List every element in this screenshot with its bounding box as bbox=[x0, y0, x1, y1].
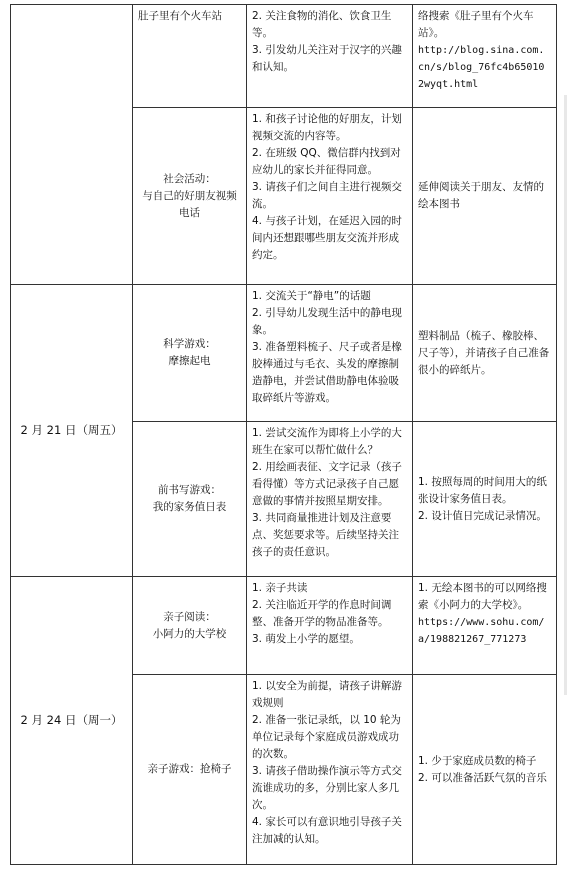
activity-type: 前书写游戏： bbox=[158, 484, 221, 496]
step-item: 2. 用绘画表征、文字记录（孩子看得懂）等方式记录孩子自己愿意做的事情并按照星期安排。 bbox=[252, 461, 402, 507]
resource-link[interactable]: http://blog.sina.com. bbox=[418, 45, 545, 56]
activity-name: 肚子里有个火车站 bbox=[138, 10, 222, 22]
step-item: 1. 以安全为前提，请孩子讲解游戏规则 bbox=[252, 680, 402, 709]
resources-cell bbox=[413, 577, 557, 675]
activity-cell bbox=[133, 5, 247, 108]
resources-cell bbox=[413, 108, 557, 285]
activity-cell bbox=[133, 285, 247, 422]
steps-cell bbox=[247, 108, 413, 285]
step-item: 3. 请孩子借助操作演示等方式交流谁成功的多，分别比家人多几次。 bbox=[252, 765, 402, 811]
activity-type: 科学游戏： bbox=[163, 338, 216, 350]
table-row bbox=[11, 5, 557, 108]
steps-cell bbox=[247, 577, 413, 675]
resource-item: 1. 少于家庭成员数的椅子 bbox=[418, 754, 537, 767]
activity-cell bbox=[133, 108, 247, 285]
resource-item: 塑料制品（梳子、橡胶棒、尺子等），并请孩子自己准备很小的碎纸片。 bbox=[418, 329, 550, 376]
activity-type: 社会活动： bbox=[163, 172, 216, 185]
resources-cell bbox=[413, 285, 557, 422]
resource-link[interactable]: https://www.sohu.com/ bbox=[418, 617, 545, 628]
resource-link[interactable]: a/198821267_771273 bbox=[418, 634, 527, 645]
resources-cell bbox=[413, 422, 557, 577]
steps-cell bbox=[247, 422, 413, 577]
activity-name: 小阿力的大学校 bbox=[152, 627, 227, 640]
resource-item: 2. 可以准备活跃气氛的音乐 bbox=[418, 771, 547, 784]
steps-cell bbox=[247, 5, 413, 108]
step-item: 3. 引发幼儿关注对于汉字的兴趣和认知。 bbox=[252, 44, 402, 73]
steps-cell bbox=[247, 285, 413, 422]
step-item: 3. 准备塑料梳子、尺子或者是橡胶棒通过与毛衣、头发的摩擦制造静电，并尝试借助静电体验吸取碎纸片等游戏。 bbox=[252, 341, 402, 404]
step-item: 1. 交流关于“静电”的话题 bbox=[252, 290, 371, 302]
step-item: 2. 在班级 QQ、微信群内找到对应幼儿的家长并征得同意。 bbox=[252, 147, 401, 176]
step-item: 1. 亲子共读 bbox=[252, 582, 308, 594]
step-item: 3. 请孩子们之间自主进行视频交流。 bbox=[252, 181, 402, 210]
activity-cell bbox=[133, 675, 247, 865]
step-item: 1. 和孩子讨论他的好朋友，计划视频交流的内容等。 bbox=[252, 113, 402, 142]
resource-item: 2. 设计值日完成记录情况。 bbox=[418, 509, 547, 522]
activity-cell bbox=[133, 577, 247, 675]
steps-cell bbox=[247, 675, 413, 865]
step-item: 2. 关注临近开学的作息时间调整、准备开学的物品准备等。 bbox=[252, 599, 392, 628]
table-row bbox=[11, 285, 557, 422]
activity-name: 摩擦起电 bbox=[168, 355, 211, 367]
date-cell bbox=[11, 5, 133, 285]
resource-link[interactable]: 2wyqt.html bbox=[418, 79, 479, 90]
activity-name: 我的家务值日表 bbox=[152, 501, 227, 513]
step-item: 3. 萌发上小学的愿望。 bbox=[252, 633, 360, 645]
table-row bbox=[11, 577, 557, 675]
step-item: 4. 与孩子计划，在延迟入园的时间内还想跟哪些朋友交流并形成约定。 bbox=[252, 215, 402, 261]
activity-name: 与自己的好朋友视频电话 bbox=[142, 189, 237, 219]
step-item: 2. 准备一张记录纸，以 10 轮为单位记录每个家庭成员游戏成功的次数。 bbox=[252, 714, 401, 760]
resource-link[interactable]: cn/s/blog_76fc4b65010 bbox=[418, 62, 545, 73]
resources-cell bbox=[413, 675, 557, 865]
step-item: 2. 关注食物的消化、饮食卫生等。 bbox=[252, 10, 392, 39]
resource-item: 1. 无绘本图书的可以网络搜索《小阿力的大学校》。 bbox=[418, 582, 547, 611]
activity-cell bbox=[133, 422, 247, 577]
step-item: 3. 共同商量推进计划及注意要点、奖惩要求等。后续坚持关注孩子的责任意识。 bbox=[252, 512, 399, 558]
step-item: 2. 引导幼儿发现生活中的静电现象。 bbox=[252, 307, 402, 336]
activity-name: 亲子游戏：抢椅子 bbox=[147, 763, 232, 775]
resources-cell bbox=[413, 5, 557, 108]
resource-item: 络搜索《肚子里有个火车站》。 bbox=[418, 10, 534, 39]
step-item: 4. 家长可以有意识地引导孩子关注加减的认知。 bbox=[252, 816, 402, 845]
activity-plan-table bbox=[10, 4, 557, 865]
date-cell: 2 月 24 日（周一） bbox=[11, 577, 133, 865]
date-cell: 2 月 21 日（周五） bbox=[11, 285, 133, 577]
step-item: 1. 尝试交流作为即将上小学的大班生在家可以帮忙做什么？ bbox=[252, 427, 402, 456]
activity-type: 亲子阅读： bbox=[163, 610, 216, 623]
resource-item: 延伸阅读关于朋友、友情的绘本图书 bbox=[418, 181, 544, 210]
resource-item: 1. 按照每周的时间用大的纸张设计家务值日表。 bbox=[418, 475, 547, 505]
